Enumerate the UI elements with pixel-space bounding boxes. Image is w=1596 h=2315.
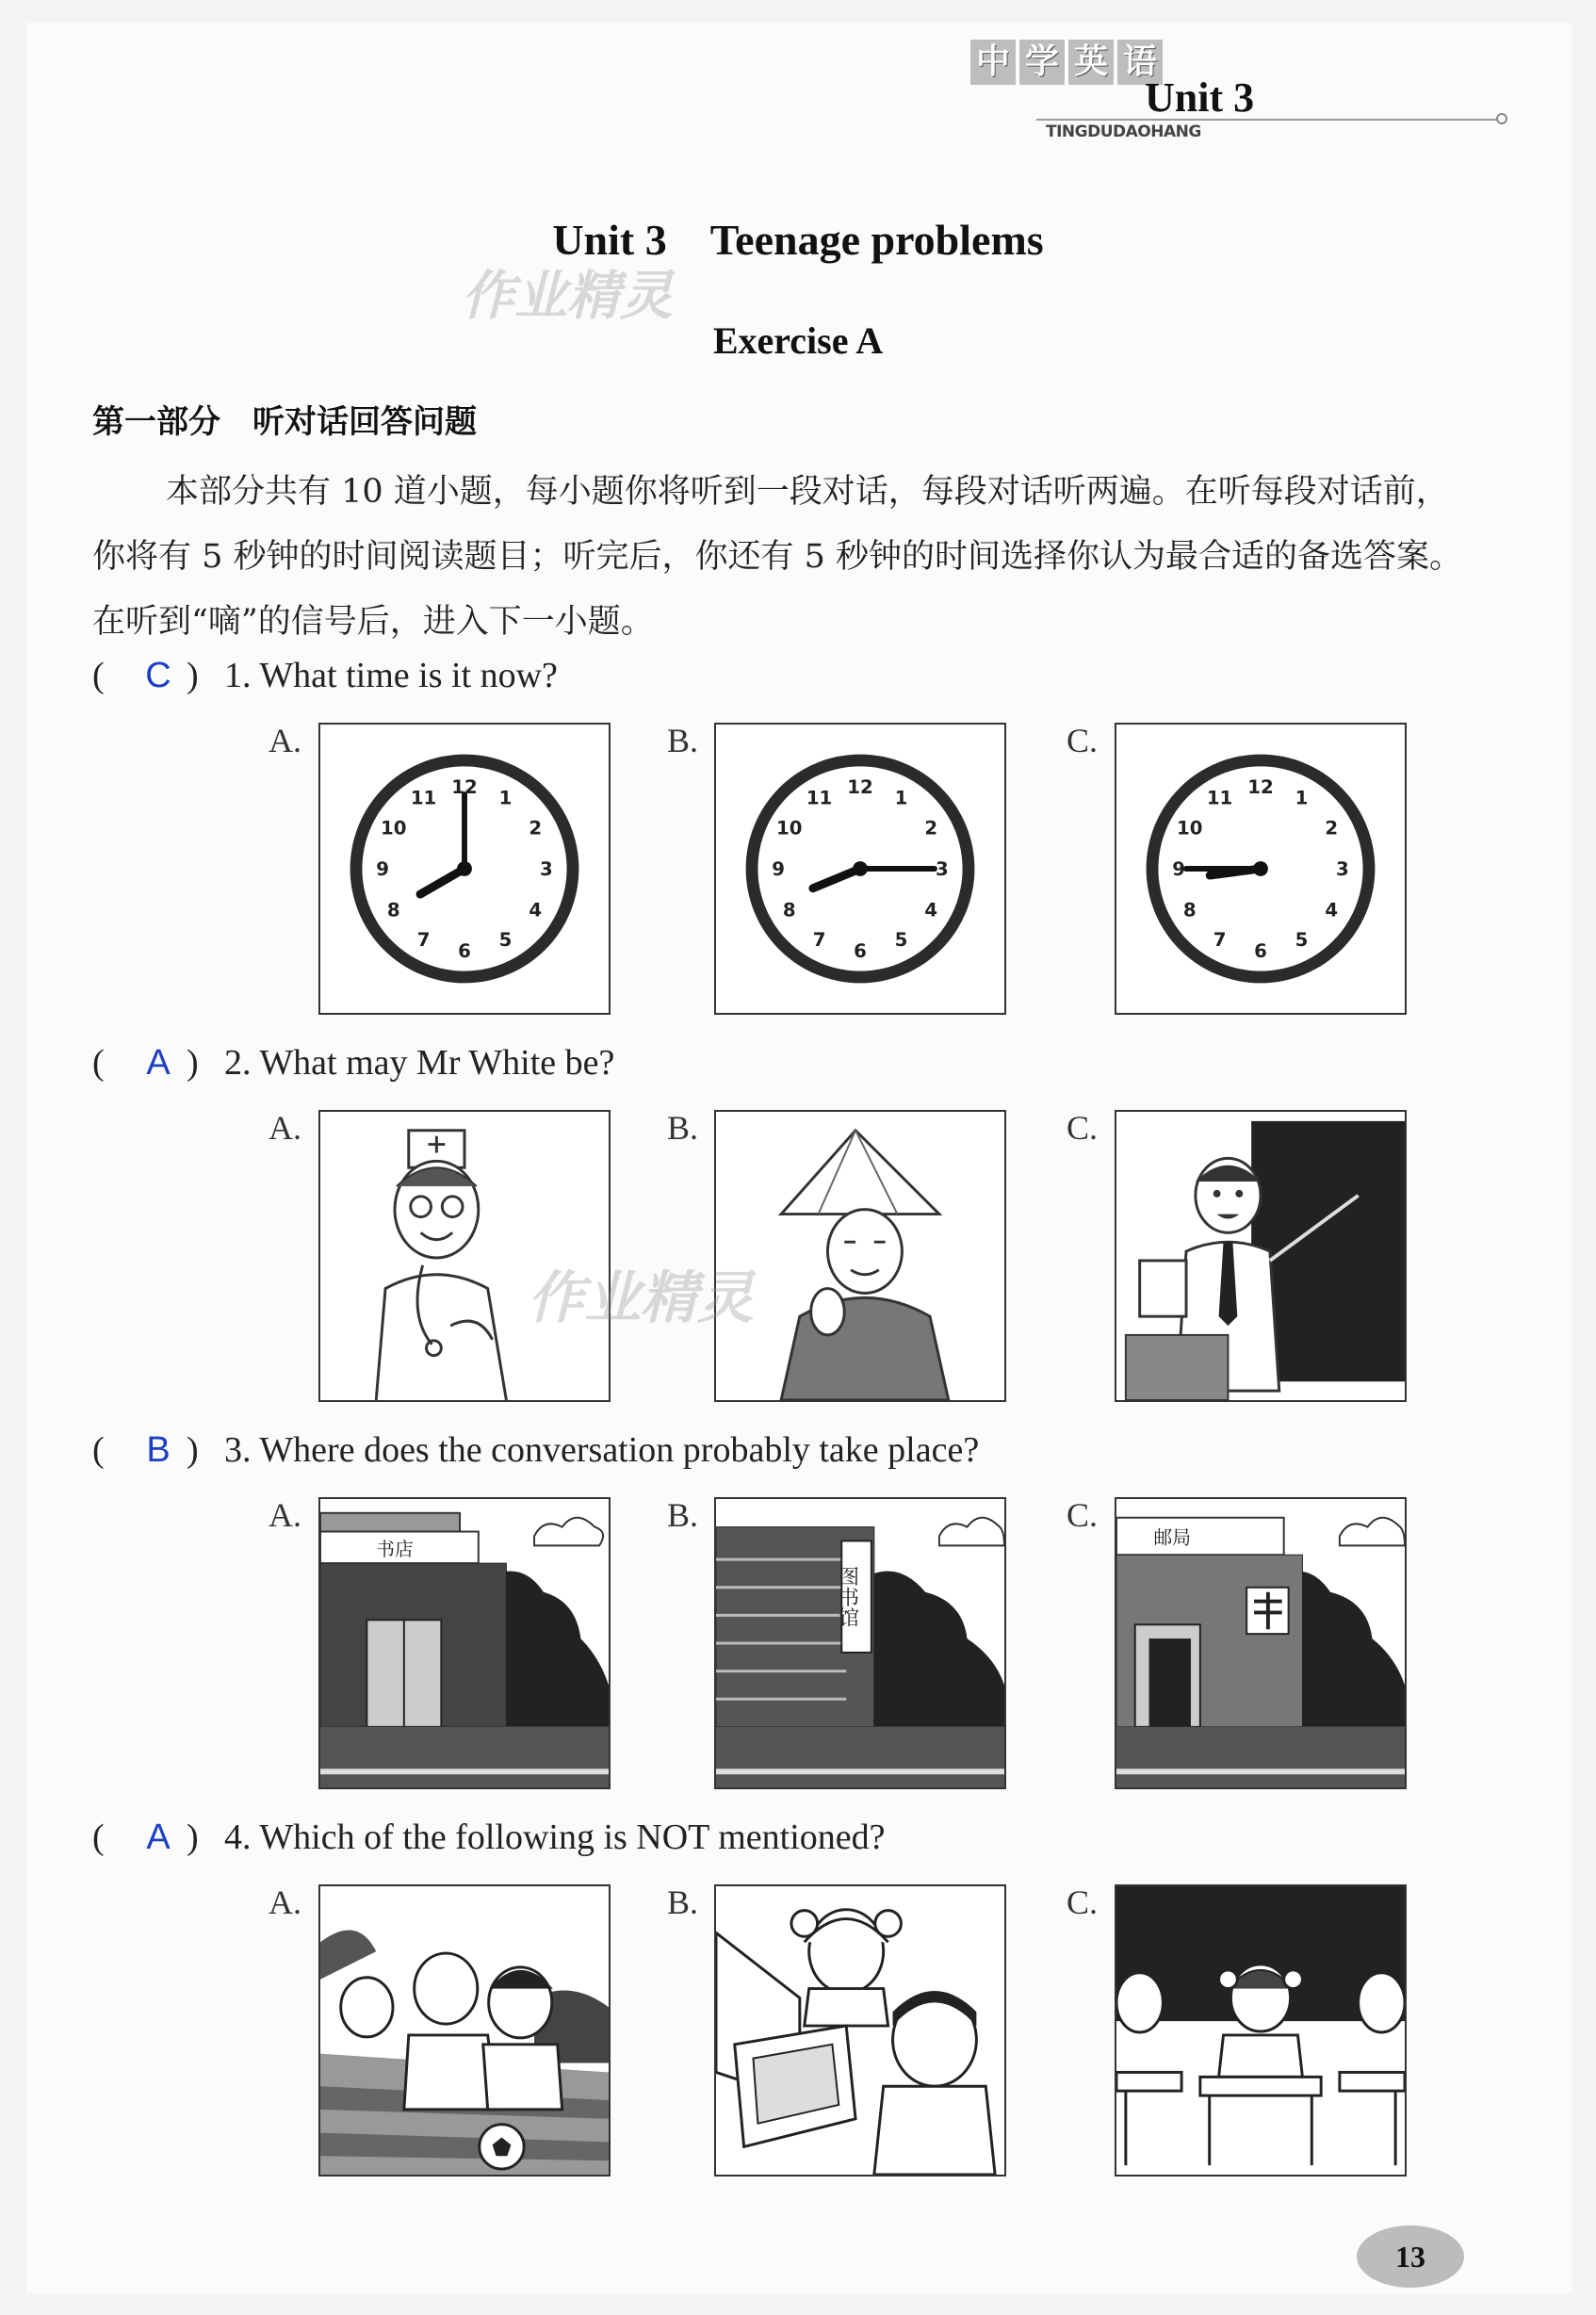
clock-image-a [318,723,611,1015]
clock-numeral: 2 [924,817,938,840]
watermark: 作业精灵 [528,1265,754,1331]
teacher-image [1115,1110,1407,1402]
clock-face [320,725,609,1013]
clock-numeral: 6 [458,939,471,962]
clock-numeral: 10 [1177,817,1203,840]
header-rule-dot [1496,113,1507,124]
header-subtitle: TINGDUDAOHANG [1046,122,1201,141]
clock-numeral: 4 [1325,899,1339,921]
computer-image [714,1884,1006,2176]
question-4: ( A ) 4. Which of the following is NOT mentioned? [92,1818,886,1857]
clock-numeral: 8 [1182,899,1197,921]
option-label-a: A. [269,1496,301,1534]
header-rule [1036,119,1498,121]
clock-numeral: 9 [1172,857,1186,880]
clock-numeral: 3 [935,857,949,880]
option-label-c: C. [1067,1883,1099,1921]
classroom-image [1115,1884,1407,2176]
clock-numeral: 1 [894,787,908,809]
answer-mark: A [146,1043,171,1083]
clock-center [1253,861,1268,876]
clock-face [716,725,1004,1013]
clock-numeral: 11 [806,787,833,809]
farmer-image [714,1110,1006,1402]
clock-numeral: 9 [376,857,390,880]
clock-numeral: 6 [854,939,867,962]
option-label-b: B. [667,1109,699,1147]
option-label-c: C. [1067,1496,1099,1534]
series-char: 语 [1117,40,1163,85]
clock-numeral: 11 [1206,787,1233,809]
part-heading: 第一部分 听对话回答问题 [92,403,477,441]
clock-numeral: 3 [1335,857,1349,880]
clock-numeral: 1 [1295,787,1309,809]
page-title: Unit 3 Teenage problems [552,216,1044,264]
clock-center [457,861,472,876]
clock-numeral: 5 [1295,929,1309,952]
clock-center [853,861,868,876]
answer-mark: B [146,1430,171,1470]
option-label-b: B. [667,1883,699,1921]
question-text: 4. Which of the following is NOT mentioned? [224,1818,886,1857]
header-unit-label: Unit 3 [1145,74,1255,121]
instructions: 本部分共有 10 道小题，每小题你将听到一段对话，每段对话听两遍。在听每段对话前，你将有 5 秒钟的时间阅读题目；听完后，你还有 5 秒钟的时间选择你认为最合适的备选答案。在听到“嘀”的信号后，进入下一小题。 [92,473,1463,641]
clock-numeral: 12 [451,776,478,799]
answer-mark: C [145,656,171,695]
option-label-a: A. [269,1883,301,1921]
clock-numeral: 12 [1247,776,1274,799]
option-label-c: C. [1067,722,1099,759]
clock-numeral: 2 [1325,817,1339,840]
clock-numeral: 12 [847,776,873,799]
clock-numeral: 4 [529,899,543,921]
clock-numeral: 4 [924,899,938,921]
question-3: ( B ) 3. Where does the conversation probably take place? [92,1430,980,1470]
option-label-a: A. [269,1109,301,1147]
clock-numeral: 8 [782,899,796,921]
series-char: 中 [970,40,1016,85]
clock-face [1116,725,1405,1013]
clock-numeral: 6 [1254,939,1267,962]
library-image [714,1497,1006,1789]
clock-image-c [1115,723,1407,1015]
clock-numeral: 3 [539,857,553,880]
post-office-image [1115,1497,1407,1789]
clock-image-b [714,723,1006,1015]
sign-text: 图书馆 [835,1566,859,1628]
sign-text: 书店 [376,1539,414,1561]
series-logo [970,40,1163,85]
question-text: 3. Where does the conversation probably take place? [224,1430,980,1470]
clock-numeral: 7 [812,929,826,952]
option-label-c: C. [1067,1109,1099,1147]
clock-numeral: 10 [776,817,803,840]
clock-numeral: 8 [386,899,400,921]
clock-numeral: 7 [1213,929,1227,952]
clock-numeral: 10 [381,817,407,840]
option-label-b: B. [667,1496,699,1534]
question-1: ( C ) 1. What time is it now? [92,656,558,695]
question-2: ( A ) 2. What may Mr White be? [92,1043,615,1083]
page-number: 13 [1357,2225,1464,2288]
option-label-a: A. [269,722,301,759]
watermark: 作业精灵 [462,266,673,327]
answer-mark: A [146,1818,171,1857]
clock-numeral: 7 [416,929,431,952]
clock-numeral: 5 [894,929,908,952]
clock-numeral: 5 [498,929,513,952]
option-label-b: B. [667,722,699,759]
bookstore-image [318,1497,611,1789]
question-text: 1. What time is it now? [224,656,558,695]
exercise-title: Exercise A [712,319,884,362]
question-text: 2. What may Mr White be? [224,1043,615,1083]
series-char: 英 [1068,40,1114,85]
clock-numeral: 1 [498,787,513,809]
football-image [318,1884,611,2176]
clock-numeral: 9 [772,857,786,880]
clock-numeral: 2 [529,817,543,840]
clock-numeral: 11 [410,787,437,809]
series-char: 学 [1019,40,1065,85]
doctor-image [318,1110,611,1402]
sign-text: 邮局 [1153,1526,1191,1549]
